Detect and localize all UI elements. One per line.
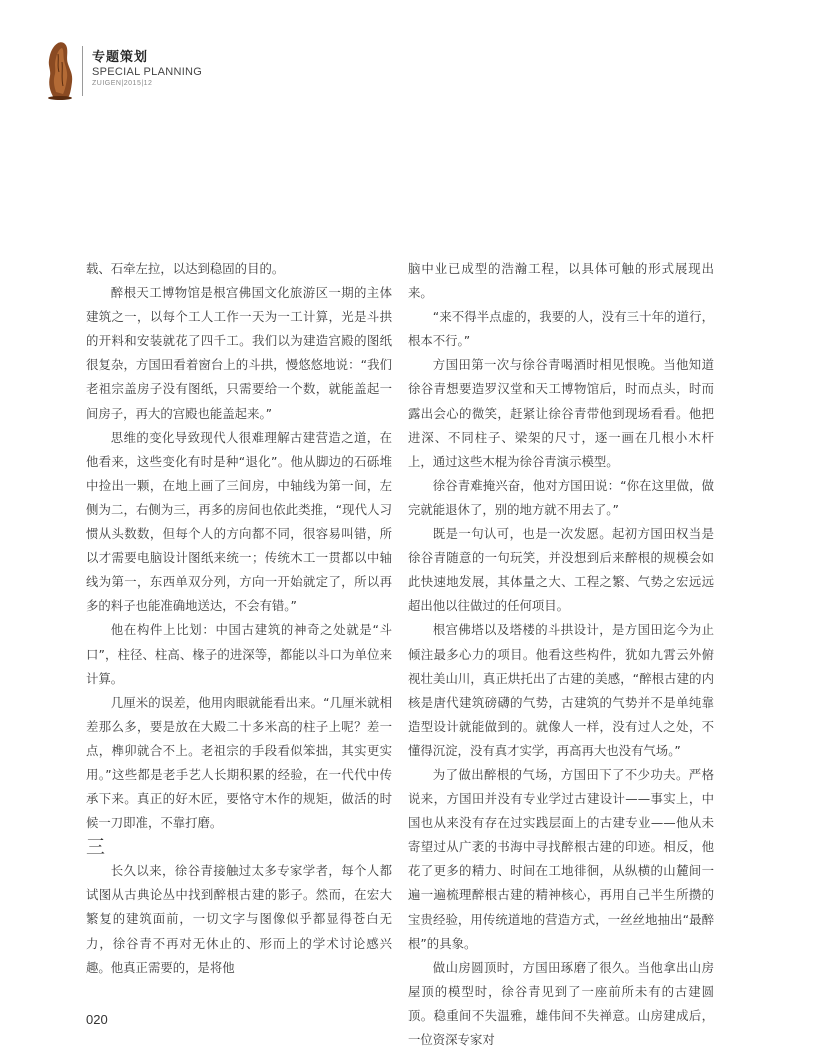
left-column <box>86 257 392 980</box>
section-heading: 三 <box>86 836 106 859</box>
issue-label: ZUIGEN|2015|12 <box>92 80 153 87</box>
paragraph: 方国田第一次与徐谷青喝酒时相见恨晚。当他知道徐谷青想要造罗汉堂和天工博物馆后，时而点头，时而露出会心的微笑，赶紧让徐谷青带他到现场看看。他把进深、不同柱子、梁架的尺寸，逐一画在几根小木杆上，通过这些木棍为徐谷青演示模型。 <box>408 357 714 469</box>
paragraph: 徐谷青难掩兴奋，他对方国田说：“你在这里做，做完就能退休了，别的地方就不用去了。” <box>408 477 714 517</box>
paragraph: 根宫佛塔以及塔楼的斗拱设计，是方国田迄今为止倾注最多心力的项目。他看这些构件，犹如九霄云外俯视壮美山川，真正烘托出了古建的美感，“醉根古建的内核是唐代建筑磅礴的气势，古建筑的气势并不是单纯靠造型设计就能做到的。就像人一样，没有过人之处，不懂得沉淀，没有真才实学，再高再大也没有气场。” <box>408 622 714 758</box>
section-title-en: SPECIAL PLANNING <box>92 66 203 78</box>
page-number: 020 <box>86 1012 108 1027</box>
paragraph: 脑中业已成型的浩瀚工程，以具体可触的形式展现出来。 <box>408 261 714 301</box>
paragraph: 载、石牵左拉，以达到稳固的目的。 <box>86 261 285 276</box>
paragraph: 既是一句认可，也是一次发愿。起初方国田权当是徐谷青随意的一句玩笑，并没想到后来醉根的规模会如此快速地发展，其体量之大、工程之繁、气势之宏远远超出他以往做过的任何项目。 <box>408 526 714 614</box>
paragraph: 做山房圆顶时，方国田琢磨了很久。当他拿出山房屋顶的模型时，徐谷青见到了一座前所未有的古建圆顶。稳重间不失温雅，雄伟间不失禅意。山房建成后，一位资深专家对 <box>408 959 714 1047</box>
paragraph: “来不得半点虚的，我要的人，没有三十年的道行，根本不行。” <box>408 309 714 349</box>
paragraph: 他在构件上比划：中国古建筑的神奇之处就是“斗口”，柱径、柱高、椽子的进深等，都能以斗口为单位来计算。 <box>86 622 392 686</box>
paragraph: 醉根天工博物馆是根宫佛国文化旅游区一期的主体建筑之一，以每个工人工作一天为一工计算，光是斗拱的开料和安装就花了四千工。我们以为建造宫殿的图纸很复杂，方国田看着窗台上的斗拱，慢悠悠地说：“我们老祖宗盖房子没有图纸，只需要给一个数，就能盖起一间房子，再大的宫殿也能盖起来。” <box>86 285 392 421</box>
paragraph: 长久以来，徐谷青接触过太多专家学者，每个人都试图从古典论丛中找到醉根古建的影子。然而，在宏大繁复的建筑面前，一切文字与图像似乎都显得苍白无力，徐谷青不再对无休止的、形而上的学术讨论感兴趣。他真正需要的，是将他 <box>86 863 392 975</box>
paragraph: 为了做出醉根的气场，方国田下了不少功夫。严格说来，方国田并没有专业学过古建设计——事实上，中国也从来没有存在过实践层面上的古建专业——他从未寄望过从广袤的书海中寻找醉根古建的印迹。相反，他花了更多的精力、时间在工地徘徊，从纵横的山麓间一遍一遍梳理醉根古建的精神核心，再用自己半生所攒的宝贵经验，用传统道地的营造方式，一丝丝地抽出“最醉根”的具象。 <box>408 766 714 951</box>
root-carving-logo-icon <box>44 40 76 100</box>
header-divider <box>82 46 83 96</box>
header-text <box>92 50 202 89</box>
paragraph: 几厘米的误差，他用肉眼就能看出来。“几厘米就相差那么多，要是放在大殿二十多米高的柱子上呢？差一点，榫卯就合不上。老祖宗的手段看似笨拙，其实更实用。”这些都是老手艺人长期积累的经验，在一代代中传承下来。真正的好木匠，要恪守木作的规矩，做活的时候一刀即准，不靠打磨。 <box>86 694 392 831</box>
paragraph: 思维的变化导致现代人很难理解古建营造之道，在他看来，这些变化有时是种“退化”。他从脚边的石砾堆中捡出一颗，在地上画了三间房，中轴线为第一间，左侧为二，右侧为三，再多的房间也依此类推，“现代人习惯从头数数，但每个人的方向都不同，很容易叫错，所以才需要电脑设计图纸来统一；传统木工一贯都以中轴线为第一，东西单双分列，方向一开始就定了，所以再多的料子也能准确地送达，不会有错。” <box>86 429 392 614</box>
section-title-cn: 专题策划 <box>92 50 149 65</box>
right-column <box>408 257 714 1052</box>
